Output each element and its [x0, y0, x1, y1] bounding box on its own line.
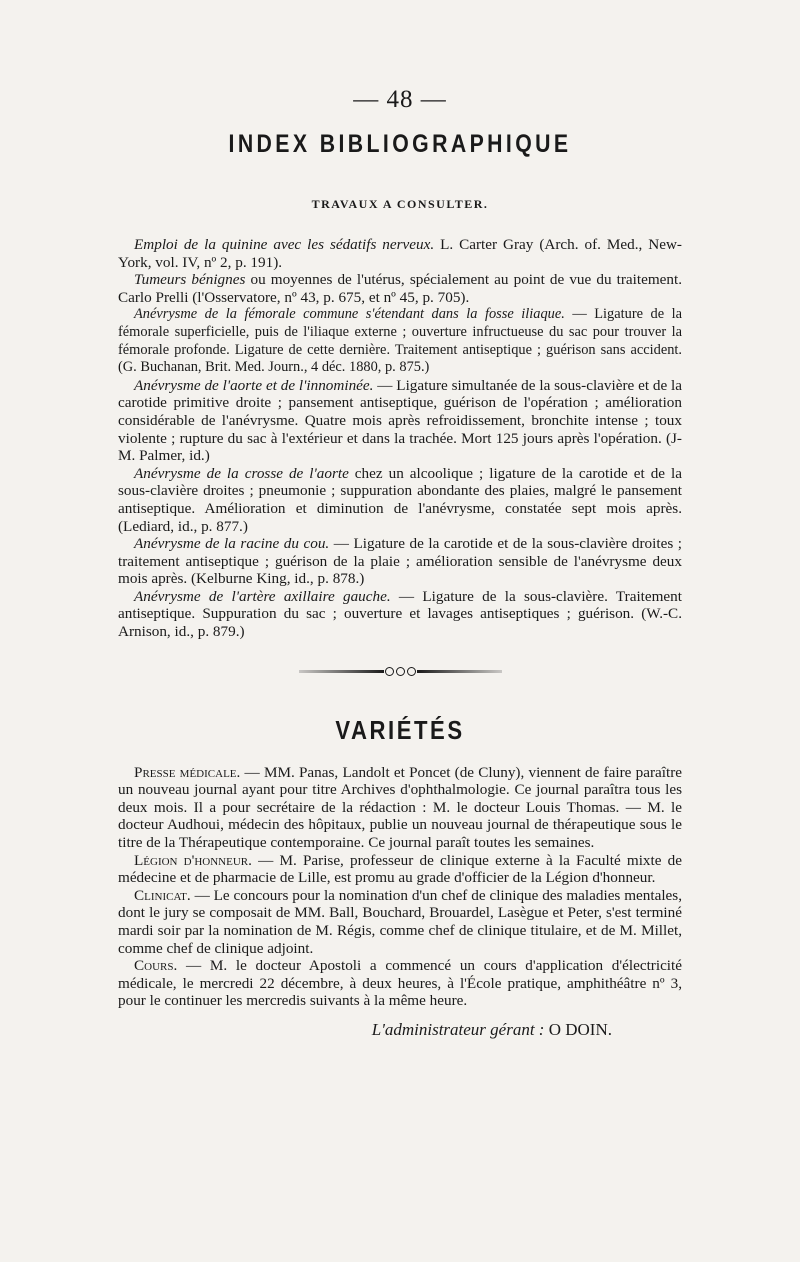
section-divider-ornament: [118, 667, 682, 677]
divider-ring: [407, 667, 416, 676]
signature: [118, 1020, 612, 1040]
bibliography-entry: Anévrysme de la crosse de l'aorte chez un alcoolique ; ligature de la carotide et de la sous-clavière droites ; pneumonie ; suppuration abondante des plaies, malgré le pansement antiseptique. Amélioration et diminution de l'anévrysme, constatée sept mois après. (Lediard, id., p. 877.): [118, 464, 682, 535]
divider-ring: [385, 667, 394, 676]
bibliography-entry: Tumeurs bénignes ou moyennes de l'utérus, spécialement au point de vue du traitement. Carlo Prelli (l'Osservatore, nº 43, p. 675, et nº 45, p. 705).: [118, 271, 682, 306]
signature-role: L'administrateur gérant :: [371, 1019, 545, 1039]
page-number: — 48 —: [353, 86, 447, 113]
news-list: [118, 764, 682, 1010]
news-item: Cours. — M. le docteur Apostoli a commencé un cours d'application d'électricité médicale, le mercredi 22 décembre, à deux heures, à l'École pratique, amphithéâtre nº 3, pour le continuer les mercredis suivants à la même heure.: [118, 957, 682, 1010]
bibliography-entry: Anévrysme de l'aorte et de l'innominée. — Ligature simultanée de la sous-clavière et de la carotide primitive droite ; pansement antiseptique, guérison de l'opération ; amélioration considérable de l'anévrysme. Quatre mois après refroidissement, bronchite intense ; toux violente ; rupture du sac à l'extérieur et dans la trachée. Mort 125 jours après l'opération. (J-M. Palmer, id.): [118, 376, 682, 465]
bibliography-list: [118, 236, 682, 641]
news-item: Clinicat. — Le concours pour la nomination d'un chef de clinique des maladies mentales, dont le jury se composait de MM. Ball, Bouchard, Brouardel, Lasègue et Peter, s'est terminé mardi soir par la nomination de M. Régis, comme chef de clinique titulaire, et de M. Millet, comme chef de clinique adjoint.: [118, 886, 682, 957]
news-item: Légion d'honneur. — M. Parise, professeur de clinique externe à la Faculté mixte de médecine et de pharmacie de Lille, est promu au grade d'officier de la Légion d'honneur.: [118, 851, 682, 887]
bibliography-entry: Anévrysme de la fémorale commune s'étendant dans la fosse iliaque. — Ligature de la fémorale superficielle, puis de l'iliaque externe ; ouverture infructueuse du sac pour trouver la fémorale profonde. Ligature de cette dernière. Traitement antiseptique ; guérison sans accident. (G. Buchanan, Brit. Med. Journ., 4 déc. 1880, p. 875.): [118, 306, 682, 376]
signature-name: O DOIN.: [548, 1019, 612, 1039]
bibliography-entry: Anévrysme de l'artère axillaire gauche. — Ligature de la sous-clavière. Traitement antiseptique. Suppuration du sac ; ouverture et lavages antiseptiques ; guérison. (W.-C. Arnison, id., p. 879.): [118, 587, 682, 641]
bibliography-entry: Emploi de la quinine avec les sédatifs nerveux. L. Carter Gray (Arch. of. Med., New-York, vol. IV, nº 2, p. 191).: [118, 236, 682, 271]
divider-bar-right: [417, 670, 502, 673]
section-subtitle: TRAVAUX A CONSULTER.: [311, 197, 489, 211]
divider-ring: [396, 667, 405, 676]
bibliography-entry: Anévrysme de la racine du cou. — Ligature de la carotide et de la sous-clavière droites ; traitement antiseptique ; guérison de la plaie ; amélioration sensible de l'anévrysme deux mois après. (Kelburne King, id., p. 878.): [118, 535, 682, 588]
index-title: INDEX BIBLIOGRAPHIQUE: [228, 130, 572, 158]
divider-bar-left: [299, 670, 384, 673]
news-item: Presse médicale. — MM. Panas, Landolt et Poncet (de Cluny), viennent de faire paraître un nouveau journal ayant pour titre Archives d'ophthalmologie. Ce journal paraîtra tous les deux mois. Il a pour secrétaire de la rédaction : M. le docteur Louis Thomas. — M. le docteur Audhoui, médecin des hôpitaux, publie un nouveau journal de thérapeutique sous le titre de la Thérapeutique contemporaine. Ce journal paraît toutes les semaines.: [118, 763, 682, 852]
varietes-title: VARIÉTÉS: [335, 714, 465, 745]
